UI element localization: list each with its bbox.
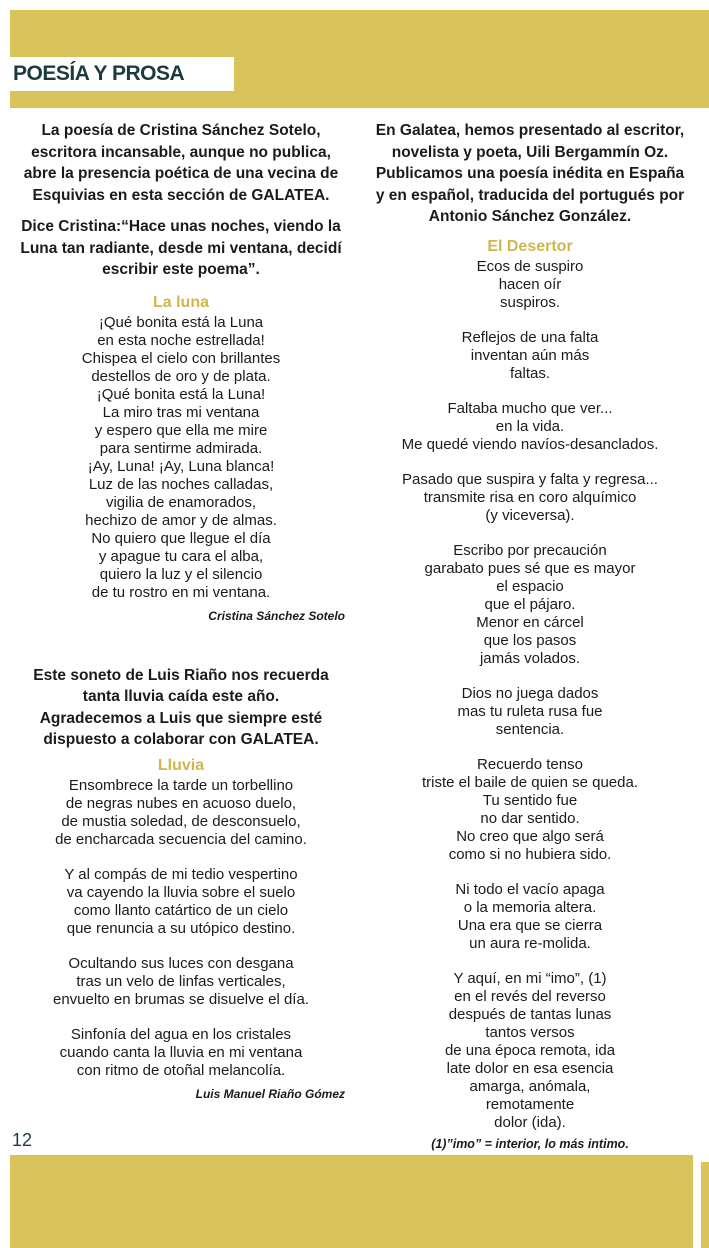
poem-line: escribir este poema”. xyxy=(102,261,260,278)
poem-line: que el pájaro. xyxy=(484,595,576,613)
poem-line: Recuerdo tenso xyxy=(477,755,583,773)
poem-line: y espero que ella me mire xyxy=(94,421,268,439)
poem-line: La miro tras mi ventana xyxy=(102,403,260,421)
poem-line: ¡Qué bonita está la Luna xyxy=(98,313,264,331)
poem-line: Menor en cárcel xyxy=(476,613,584,631)
poem-stanza xyxy=(360,329,700,383)
poem-line: cuando canta la lluvia en mi ventana xyxy=(59,1043,303,1061)
poem-line: Ocultando sus luces con desgana xyxy=(68,954,294,972)
poem-title-el-desertor: El Desertor xyxy=(487,237,573,255)
poem-author-la-luna: Cristina Sánchez Sotelo xyxy=(208,608,345,623)
poem-line: No quiero que llegue el día xyxy=(91,529,271,547)
poem-line: con ritmo de otoñal melancolía. xyxy=(76,1061,286,1079)
intro-cristina-quote xyxy=(10,216,352,281)
poem-stanza xyxy=(360,258,700,312)
poem-line: Ni todo el vacío apaga xyxy=(455,880,605,898)
poem-la-luna xyxy=(10,314,352,602)
poem-title-lluvia: Lluvia xyxy=(157,756,205,774)
poem-line: Antonio Sánchez González. xyxy=(428,208,632,225)
poem-line: hacen oír xyxy=(498,275,562,293)
poem-stanza xyxy=(10,866,352,938)
poem-line: en el revés del reverso xyxy=(454,987,606,1005)
bottom-right-strip xyxy=(701,1162,709,1248)
poem-line: Sinfonía del agua en los cristales xyxy=(70,1025,292,1043)
poem-line: como llanto catártico de un cielo xyxy=(73,901,289,919)
poem-line: Reflejos de una falta xyxy=(461,328,599,346)
poem-line: abre la presencia poética de una vecina de xyxy=(23,165,339,182)
poem-line: dispuesto a colaborar con GALATEA. xyxy=(43,731,319,748)
poem-line: escritora incansable, aunque no publica, xyxy=(31,143,331,161)
poem-stanza xyxy=(360,471,700,525)
poem-line: hechizo de amor y de almas. xyxy=(85,511,277,529)
poem-line: Ecos de suspiro xyxy=(476,257,584,275)
poem-line: dolor (ida). xyxy=(494,1113,566,1131)
poem-line: de una época remota, ida xyxy=(444,1041,616,1059)
poem-line: de mustia soledad, de desconsuelo, xyxy=(61,812,301,830)
intro-bergammin xyxy=(360,120,700,228)
poem-title-la-luna: La luna xyxy=(152,293,209,311)
poem-line: vigilia de enamorados, xyxy=(105,493,257,511)
poem-line: garabato pues sé que es mayor xyxy=(424,559,636,577)
poem-line: de tu rostro en mi ventana. xyxy=(91,583,271,601)
poem-stanza xyxy=(360,542,700,668)
poem-stanza xyxy=(360,756,700,864)
poem-line: como si no hubiera sido. xyxy=(448,845,612,863)
poem-line: sentencia. xyxy=(495,720,565,738)
poem-footnote: (1)”imo” = interior, lo más intimo. xyxy=(431,1136,629,1151)
poem-line: después de tantas lunas xyxy=(448,1005,612,1023)
poem-line: Y aquí, en mi “imo”, (1) xyxy=(453,969,607,987)
poem-line: Pasado que suspira y falta y regresa... xyxy=(402,470,658,488)
poem-line: Luna tan radiante, desde mi ventana, decidí xyxy=(20,239,342,257)
poem-line: novelista y poeta, Uili Bergammín Oz. xyxy=(391,143,669,161)
poem-line: envuelto en brumas se disuelve el día. xyxy=(53,990,309,1008)
poem-line: remotamente xyxy=(485,1095,575,1113)
poem-stanza xyxy=(360,970,700,1132)
poem-line: tanta lluvia caída este año. xyxy=(82,688,280,705)
poem-line: Dios no juega dados xyxy=(461,684,599,702)
poem-line: un aura re-molida. xyxy=(469,934,591,952)
page-number: 12 xyxy=(12,1130,33,1150)
poem-line: late dolor en esa esencia xyxy=(446,1059,614,1077)
poem-line: Me quedé viendo navíos-desanclados. xyxy=(401,435,659,453)
poem-line: suspiros. xyxy=(499,293,561,311)
page-title: POESÍA Y PROSA xyxy=(13,62,185,85)
poem-line: Luz de las noches calladas, xyxy=(88,475,274,493)
poem-line: para sentirme admirada. xyxy=(99,439,263,457)
poem-line: inventan aún más xyxy=(470,346,590,364)
poem-line: triste el baile de quien se queda. xyxy=(422,773,638,791)
poem-line: amarga, anómala, xyxy=(469,1077,591,1095)
poem-line: La poesía de Cristina Sánchez Sotelo, xyxy=(41,122,321,139)
poem-line: Esquivias en esta sección de GALATEA. xyxy=(32,186,330,204)
poem-line: Tu sentido fue xyxy=(482,791,578,809)
poem-line: Dice Cristina:“Hace unas noches, viendo la xyxy=(21,218,341,235)
poem-line: Ensombrece la tarde un torbellino xyxy=(68,776,294,794)
poem-line: de encharcada secuencia del camino. xyxy=(55,830,307,848)
poem-line: tantos versos xyxy=(485,1023,575,1041)
poem-line: Este soneto de Luis Riaño nos recuerda xyxy=(33,666,329,684)
poem-line: Faltaba mucho que ver... xyxy=(447,399,613,417)
poem-stanza xyxy=(10,955,352,1009)
poem-line: y en español, traducida del portugués por xyxy=(375,186,685,204)
poem-lluvia xyxy=(10,777,352,1080)
poem-line: ¡Ay, Luna! ¡Ay, Luna blanca! xyxy=(87,457,275,475)
left-column xyxy=(10,120,352,1101)
poem-stanza xyxy=(360,685,700,739)
right-column xyxy=(360,120,700,1151)
poem-line: no dar sentido. xyxy=(480,809,580,827)
poem-line: Escribo por precaución xyxy=(453,541,607,559)
poem-line: en esta noche estrellada! xyxy=(97,331,265,349)
poem-line: en la vida. xyxy=(495,417,565,435)
poem-stanza xyxy=(360,400,700,454)
intro-cristina xyxy=(10,120,352,206)
poem-line: que los pasos xyxy=(483,631,577,649)
poem-line: ¡Qué bonita está la Luna! xyxy=(96,385,266,403)
poem-line: el espacio xyxy=(496,577,564,595)
bottom-band xyxy=(10,1155,693,1248)
poem-line: mas tu ruleta rusa fue xyxy=(457,702,603,720)
poem-stanza xyxy=(10,1026,352,1080)
poem-line: y apague tu cara el alba, xyxy=(98,547,264,565)
poem-line: Chispea el cielo con brillantes xyxy=(81,349,281,367)
poem-line: Agradecemos a Luis que siempre esté xyxy=(39,709,323,727)
poem-line: quiero la luz y el silencio xyxy=(99,565,263,583)
poem-line: tras un velo de linfas verticales, xyxy=(76,972,286,990)
poem-line: que renuncia a su utópico destino. xyxy=(66,919,296,937)
poem-author-lluvia: Luis Manuel Riaño Gómez xyxy=(195,1086,345,1101)
poem-line: transmite risa en coro alquímico xyxy=(423,488,637,506)
poem-line: En Galatea, hemos presentado al escritor, xyxy=(375,122,685,139)
poem-line: o la memoria altera. xyxy=(463,898,597,916)
poem-stanza xyxy=(10,777,352,849)
poem-stanza xyxy=(360,881,700,953)
poem-line: Y al compás de mi tedio vespertino xyxy=(64,865,298,883)
poem-el-desertor xyxy=(360,258,700,1132)
poem-line: destellos de oro y de plata. xyxy=(91,367,271,385)
poem-line: No creo que algo será xyxy=(456,827,604,845)
poem-line: de negras nubes en acuoso duelo, xyxy=(65,794,297,812)
section-header xyxy=(10,57,234,91)
intro-luis xyxy=(10,665,352,751)
poem-line: jamás volados. xyxy=(479,649,581,667)
poem-line: va cayendo la lluvia sobre el suelo xyxy=(66,883,296,901)
poem-line: Una era que se cierra xyxy=(457,916,603,934)
poem-line: Publicamos una poesía inédita en España xyxy=(375,165,685,182)
poem-line: faltas. xyxy=(509,364,551,382)
poem-line: (y viceversa). xyxy=(485,506,575,524)
